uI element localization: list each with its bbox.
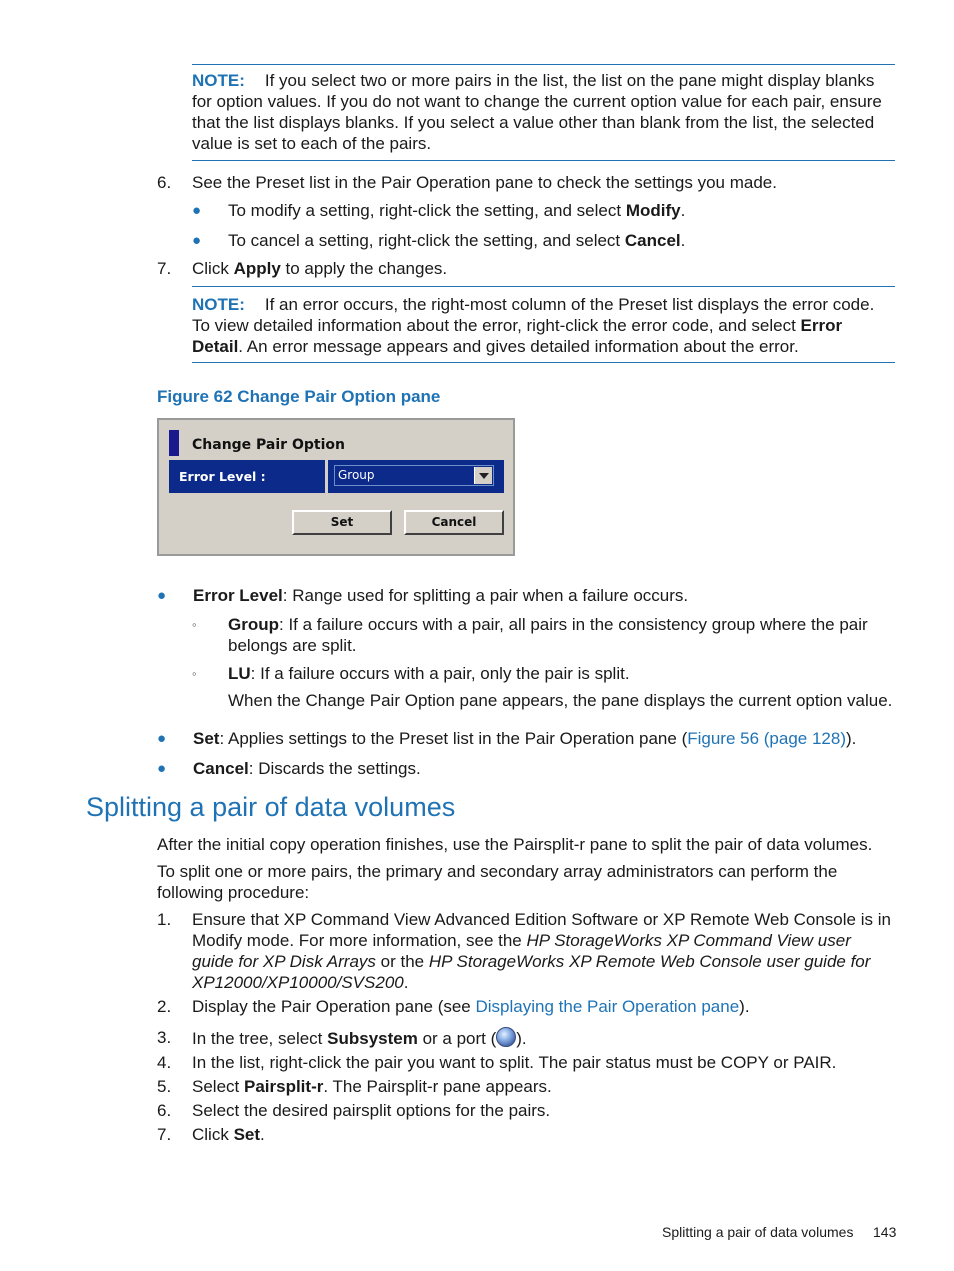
error-level-select[interactable]: Group (334, 465, 494, 486)
note-2-text: NOTE: If an error occurs, the right-most column of the Preset list displays the error code. To view detailed information about the error, right-click the error code, and select Error Detail. An error message appears and gives detailed information about the error. (192, 295, 875, 356)
note-label: NOTE: (192, 295, 245, 314)
figure-link[interactable]: Figure 56 (page 128) (687, 729, 847, 748)
dialog-title: Change Pair Option (192, 437, 345, 453)
note-1-text: NOTE: If you select two or more pairs in the list, the list on the pane might display blanks for option values. If you do not want to change the current option value for each pair, ensure that the list displays blanks. If you select a value other than blank from the list, the selected value is set to each of the pairs. (192, 71, 882, 153)
bullet-icon: ● (157, 760, 167, 777)
bullet-icon: ● (192, 232, 202, 249)
change-pair-option-dialog (157, 418, 515, 556)
bullet-icon: ● (157, 587, 167, 604)
error-level-label: Error Level : (169, 460, 325, 493)
paragraph: After the initial copy operation finishes, use the Pairsplit-r pane to split the pair of data volumes. (157, 835, 873, 854)
footer-title: Splitting a pair of data volumes (662, 1224, 854, 1240)
page-number: 143 (873, 1224, 897, 1240)
set-button[interactable]: Set (292, 510, 392, 535)
circle-bullet-icon: ◦ (192, 617, 197, 632)
note-2 (192, 286, 895, 363)
cancel-button[interactable]: Cancel (404, 510, 504, 535)
paragraph: To split one or more pairs, the primary and secondary array administrators can perform the following procedure: (157, 862, 838, 902)
port-icon (496, 1027, 516, 1047)
note-1 (192, 64, 895, 161)
error-level-cell (328, 460, 504, 493)
bullet-icon: ● (157, 730, 167, 747)
circle-bullet-icon: ◦ (192, 666, 197, 681)
note-label: NOTE: (192, 71, 245, 90)
lu-note: When the Change Pair Option pane appears, the pane displays the current option value. (228, 691, 893, 710)
bullet-icon: ● (192, 202, 202, 219)
section-heading: Splitting a pair of data volumes (86, 792, 456, 822)
figure-caption: Figure 62 Change Pair Option pane (157, 387, 441, 406)
section-link[interactable]: Displaying the Pair Operation pane (475, 997, 740, 1016)
title-marker (169, 430, 179, 456)
chevron-down-icon[interactable] (474, 467, 492, 484)
